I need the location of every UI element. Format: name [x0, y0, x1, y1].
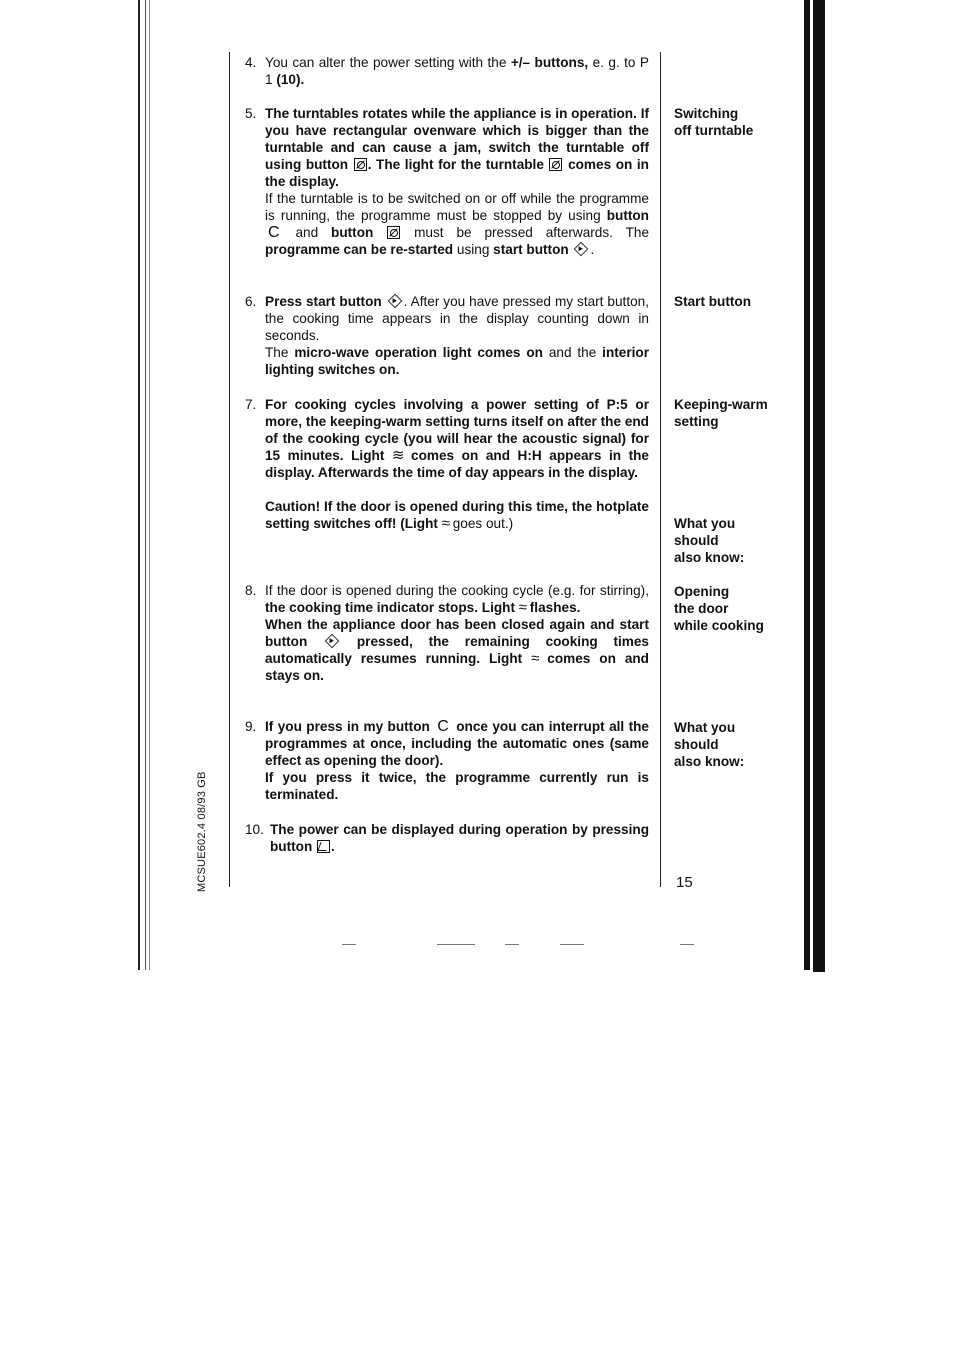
item-number: 6.: [245, 294, 257, 309]
text: and the: [542, 345, 603, 360]
scan-edge: [813, 0, 825, 972]
list-item: [245, 821, 649, 855]
margin-heading-keeping-warm: Keeping-warm setting: [674, 397, 768, 429]
text: using: [453, 242, 494, 257]
bold-text: When the appliance door has been closed again and start button: [265, 617, 649, 649]
scan-edge: [145, 0, 146, 970]
scan-mark: [560, 944, 584, 945]
start-button-icon: [574, 242, 588, 256]
list-item: [245, 54, 649, 88]
bold-text: comes on and H:H appears in the display. Afterwards the time of day appears in the display.: [265, 448, 649, 480]
bold-text: flashes.: [526, 600, 581, 615]
bold-text: .: [331, 839, 335, 854]
item-paragraph: [265, 396, 649, 481]
item-paragraph: [265, 105, 649, 190]
bold-text: once you can interrupt all the programmes at once, including the automatic ones (same effect as opening the door).: [265, 719, 649, 768]
text: If the door is opened during the cooking cycle (e.g. for stirring),: [265, 583, 649, 598]
list-item: [245, 293, 649, 378]
margin-column-rule: [660, 52, 661, 887]
item-paragraph: [265, 718, 649, 769]
bold-text: button: [606, 208, 649, 223]
item-number: 4.: [245, 55, 257, 70]
item-body: [265, 105, 649, 258]
scan-edge: [149, 0, 150, 970]
scan-mark: [437, 944, 475, 945]
item-body: [265, 396, 649, 532]
bold-text: button: [331, 225, 387, 240]
item-body: [265, 54, 649, 88]
bold-text: (10).: [276, 72, 305, 87]
scan-edge: [138, 0, 140, 970]
item-number: 7.: [245, 397, 257, 412]
text: . After you have pressed my start button, the cooking time appears in the display counting down in seconds.: [265, 294, 649, 343]
margin-heading-switching-off-turntable: Switching off turntable: [674, 106, 754, 138]
text: You can alter the power setting with the: [265, 55, 511, 70]
power-display-button-icon: [317, 840, 330, 853]
bold-text: the cooking time indicator stops. Light: [265, 600, 519, 615]
item-number: 9.: [245, 719, 257, 734]
item-paragraph: [265, 498, 649, 532]
item-paragraph: [265, 582, 649, 616]
list-item: [245, 105, 649, 258]
bold-text: The turntables rotates while the appliance is in operation. If you have rectangular ovenware which is bigger than the turntable and can cause a jam, switch the turntable off using button: [265, 106, 649, 172]
start-button-icon: [325, 634, 339, 648]
margin-heading-start-button: Start button: [674, 294, 752, 309]
indicator-light-icon: ≈: [441, 515, 449, 532]
bold-text: start button: [493, 242, 573, 257]
item-paragraph: [265, 293, 649, 344]
bold-text: +/– buttons,: [510, 55, 589, 70]
text: e. g. to P 1: [265, 55, 649, 87]
bold-text: For cooking cycles involving a power setting of P:5 or more, the keeping-warm setting turns itself on after the end of the cooking cycle (you will hear the acoustic signal) for 15 minutes. Light: [265, 397, 649, 463]
indicator-light-icon: ≈: [518, 599, 526, 616]
bold-text: pressed, the remaining cooking times automatically resumes running. Light: [265, 634, 649, 666]
margin-heading-what-you-should-know: What you should also know:: [674, 516, 745, 565]
item-body: [270, 821, 649, 855]
text: must be pressed afterwards. The: [401, 225, 650, 240]
item-number: 8.: [245, 583, 257, 598]
list-item: [245, 396, 649, 532]
list-item: [245, 582, 649, 684]
stop-button-icon: C: [268, 224, 280, 241]
bold-text: . The light for the turntable: [367, 157, 549, 172]
item-number: 5.: [245, 106, 257, 121]
text: If the turntable is to be switched on or off while the programme is running, the programme must be stopped by using: [265, 191, 649, 223]
scan-mark: [680, 944, 694, 945]
bold-text: If you press it twice, the programme currently run is terminated.: [265, 770, 649, 802]
left-column-rule: [229, 52, 230, 887]
indicator-light-icon: ≈: [531, 650, 539, 667]
bold-text: Caution! If the door is opened during this time, the hotplate setting switches off! (Light: [265, 499, 649, 531]
turntable-button-icon: [387, 226, 400, 239]
bold-text: programme can be re-started: [265, 242, 454, 257]
page-number: 15: [676, 874, 693, 891]
item-paragraph: [265, 616, 649, 684]
text: goes out.): [448, 516, 514, 531]
item-paragraph: [265, 769, 649, 803]
scan-mark: [342, 944, 356, 945]
item-body: [265, 293, 649, 378]
text: .: [590, 242, 595, 257]
bold-text: micro-wave operation light comes on: [294, 345, 543, 360]
item-number: 10.: [245, 822, 264, 837]
turntable-light-icon: [549, 158, 562, 171]
bold-text: comes on and stays on.: [265, 651, 649, 683]
margin-heading-opening-door: Opening the door while cooking: [674, 584, 764, 633]
stop-button-icon: C: [437, 718, 449, 735]
item-body: [265, 718, 649, 803]
bold-text: Press start button: [265, 294, 386, 309]
indicator-light-icon: ≋: [391, 447, 404, 464]
bold-text: If you press in my button: [265, 719, 435, 734]
start-button-icon: [387, 294, 401, 308]
bold-text: The power can be displayed during operation by pressing button: [270, 822, 649, 854]
scan-edge: [804, 0, 810, 970]
item-paragraph: [270, 821, 649, 855]
bold-text: comes on in the display.: [265, 157, 649, 189]
item-paragraph: [265, 344, 649, 378]
item-paragraph: [265, 190, 649, 258]
item-body: [265, 582, 649, 684]
document-code: MCSUE602.4 08/93 GB: [196, 771, 208, 892]
scan-mark: [505, 944, 519, 945]
turntable-button-icon: [354, 158, 367, 171]
text: The: [265, 345, 295, 360]
text: and: [282, 225, 332, 240]
list-item: [245, 718, 649, 803]
bold-text: interior lighting switches on.: [265, 345, 649, 377]
margin-heading-what-you-should-know: What you should also know:: [674, 720, 745, 769]
